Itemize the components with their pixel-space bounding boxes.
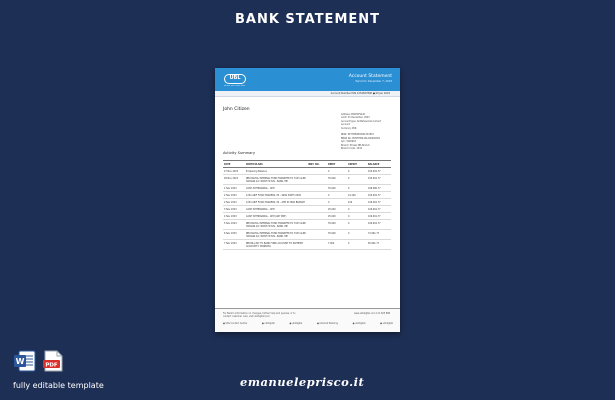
table-cell: 1 Nov 2023 xyxy=(223,185,245,192)
table-cell: 106,091.77 xyxy=(367,199,391,206)
table-cell: IBB DIGITAL INTERNAL FUND TRANSFER TO 7023 ALIBI HASSAN A/C 3009774 PLN - BANK, ME xyxy=(246,231,306,238)
table-cell: 35,000 xyxy=(327,230,347,240)
table-cell: 0 xyxy=(347,230,367,240)
table-cell: 108,080.77 xyxy=(367,185,391,192)
table-cell: 19,100 xyxy=(347,192,367,199)
table-cell: 2 Nov 2023 xyxy=(223,199,245,206)
account-info-line: IBAN: PK77BPUNI0001234567 xyxy=(341,133,374,137)
footer-contact: www.ubldigital.com 111 825 888 xyxy=(353,312,390,315)
bank-logo-tagline: where you come first xyxy=(224,85,246,87)
table-cell: 5 Nov 2023 xyxy=(223,220,245,230)
customer-name: John Citizen xyxy=(223,107,250,112)
table-row xyxy=(223,206,391,213)
page-heading: BANK STATEMENT xyxy=(234,12,381,27)
bank-logo: UBL xyxy=(224,74,246,84)
website-link[interactable]: emanueleprisco.it xyxy=(240,375,365,389)
table-cell: 0 xyxy=(347,213,367,220)
svg-text:PDF: PDF xyxy=(45,362,58,369)
table-row xyxy=(223,185,391,192)
svg-text:W: W xyxy=(15,357,25,366)
table-cell: CASH WITHDRAWAL - ATM (ARY MKT) xyxy=(245,213,307,220)
account-info xyxy=(341,113,396,150)
account-info-line: A/C: 3140903 xyxy=(341,140,356,144)
table-cell xyxy=(307,213,327,220)
table-cell: 25,000 xyxy=(327,213,347,220)
footer-link: ● ubldigital xyxy=(289,322,303,325)
table-row xyxy=(223,220,391,230)
account-bar: Account Number PLN 1234567890 ● 00 Jan 2022 xyxy=(215,91,400,97)
table-cell: CASH WITHDRAWAL - ATM xyxy=(245,206,307,213)
column-header: DEBIT xyxy=(327,161,347,168)
footer-link: ● UBL Contact Centre xyxy=(223,322,248,325)
table-cell: 1234 ARIF FOOD TRADERS, P2 - ATM 017600 BRANCH xyxy=(246,200,306,204)
account-info-line: Address: PORTOFOLIO xyxy=(341,113,366,116)
table-cell: 1234 ARIF FOOD TRADERS, P2 - 9999 34875 0000 xyxy=(245,192,307,199)
table-row xyxy=(223,230,391,240)
table-cell: IBB DIGITAL INTERNAL FUND TRANSFER TO 7023 ALIBI HASSAN A/C 3009774 PLN - BANK, ME xyxy=(246,221,306,228)
table-row xyxy=(223,168,391,175)
table-row xyxy=(223,240,391,250)
table-cell: 0 xyxy=(327,168,347,175)
table-cell xyxy=(307,220,327,230)
table-cell: 27 Nov 2023 xyxy=(223,168,245,175)
table-cell xyxy=(307,206,327,213)
table-cell xyxy=(307,192,327,199)
table-cell: IBB BILL PAY TO BANK FUND ACCOUNT TO PAYMENT ACCOUNT 5 34998250 xyxy=(245,240,307,250)
account-info-line: Account type: All Behavioral Current xyxy=(341,119,381,123)
statement-header xyxy=(215,68,400,91)
footer-links xyxy=(223,322,393,325)
table-cell: 3 Nov 2023 xyxy=(223,206,245,213)
table-cell: 6 Nov 2023 xyxy=(223,230,245,240)
table-row xyxy=(223,175,391,185)
statement-footer xyxy=(215,308,400,332)
table-cell: IBB DIGITAL INTERNAL FUND TRANSFER TO 7023 ALIBI HASSAN A/C 3009774 PLN - BANK, ME xyxy=(246,176,306,183)
table-cell xyxy=(307,240,327,250)
table-cell xyxy=(307,175,327,185)
statement-date: Period to December 7, 2023 xyxy=(355,80,392,83)
footer-link: ● ubldigital xyxy=(261,322,275,325)
table-cell: 105,991.77 xyxy=(367,175,391,185)
statement-title: Account Statement xyxy=(348,74,392,79)
table-row xyxy=(223,199,391,206)
table-cell: 72,991.77 xyxy=(367,230,391,240)
table-cell: 7,900 xyxy=(327,240,347,250)
account-info-line: Branch: Emaar IBS Branch xyxy=(341,143,370,147)
column-header: INST. NO. xyxy=(307,161,327,168)
table-cell: 106,991.77 xyxy=(367,206,391,213)
table-header-row xyxy=(223,161,391,168)
account-info-line: Branch Code: 1234 xyxy=(341,147,363,151)
table-cell: CASH WITHDRAWAL - ATM xyxy=(245,185,307,192)
table-cell: 2 Nov 2023 xyxy=(223,192,245,199)
footer-note: For Bank's information on changes, further help and queries, or to contact customer care, visit ubldigital.com xyxy=(223,312,296,318)
table-row xyxy=(223,213,391,220)
word-file-icon xyxy=(13,350,37,372)
table-cell: 35,000 xyxy=(327,185,347,192)
table-cell xyxy=(307,199,327,206)
table-cell xyxy=(307,185,327,192)
footer-link: ● Internet Banking xyxy=(316,322,338,325)
table-cell: 25,000 xyxy=(327,206,347,213)
footer-link: ● ubldigital xyxy=(380,322,393,325)
table-cell: 0 xyxy=(327,199,347,206)
transactions-table xyxy=(223,160,391,250)
table-cell: 106,991.77 xyxy=(367,220,391,230)
column-header: PARTICULARS xyxy=(245,161,307,168)
account-info-line: Limit: 31 December, 2023 xyxy=(341,116,370,120)
footer-link: ● ubldigital xyxy=(352,322,366,325)
table-cell: 4 Nov 2023 xyxy=(223,213,245,220)
bank-statement-document xyxy=(215,68,400,332)
table-cell: 0 xyxy=(347,185,367,192)
table-cell: 106,991.77 xyxy=(367,213,391,220)
table-cell: 0 xyxy=(347,175,367,185)
column-header: CREDIT xyxy=(347,161,367,168)
table-cell xyxy=(307,168,327,175)
table-cell xyxy=(307,230,327,240)
table-cell: 105,991.77 xyxy=(367,168,391,175)
table-cell: B Opening Balance xyxy=(245,168,307,175)
table-cell: 7 Nov 2023 xyxy=(223,240,245,250)
pdf-file-icon xyxy=(41,350,65,372)
table-cell: 105,991.77 xyxy=(367,192,391,199)
account-info-line: Currency: PKR xyxy=(341,126,357,130)
table-cell: 35,000 xyxy=(327,175,347,185)
table-cell: 0 xyxy=(327,192,347,199)
table-cell: 0 xyxy=(347,220,367,230)
account-info-line: BBAN No: PUNTHW0101A00000001 xyxy=(341,136,381,140)
table-row xyxy=(223,192,391,199)
table-cell: 35,000 xyxy=(327,220,347,230)
column-header: BALANCE xyxy=(367,161,391,168)
activity-summary-title: Activity Summary xyxy=(223,151,255,155)
table-cell: 0 xyxy=(347,168,367,175)
table-cell: 100 xyxy=(347,199,367,206)
account-info-line: Account xyxy=(341,123,350,127)
table-cell: 28 Nov 2023 xyxy=(223,175,245,185)
table-cell: 0 xyxy=(347,240,367,250)
column-header: DATE xyxy=(223,161,245,168)
editable-caption: fully editable template xyxy=(13,381,104,390)
table-cell: 0 xyxy=(347,206,367,213)
table-cell: 65,991.77 xyxy=(367,240,391,250)
